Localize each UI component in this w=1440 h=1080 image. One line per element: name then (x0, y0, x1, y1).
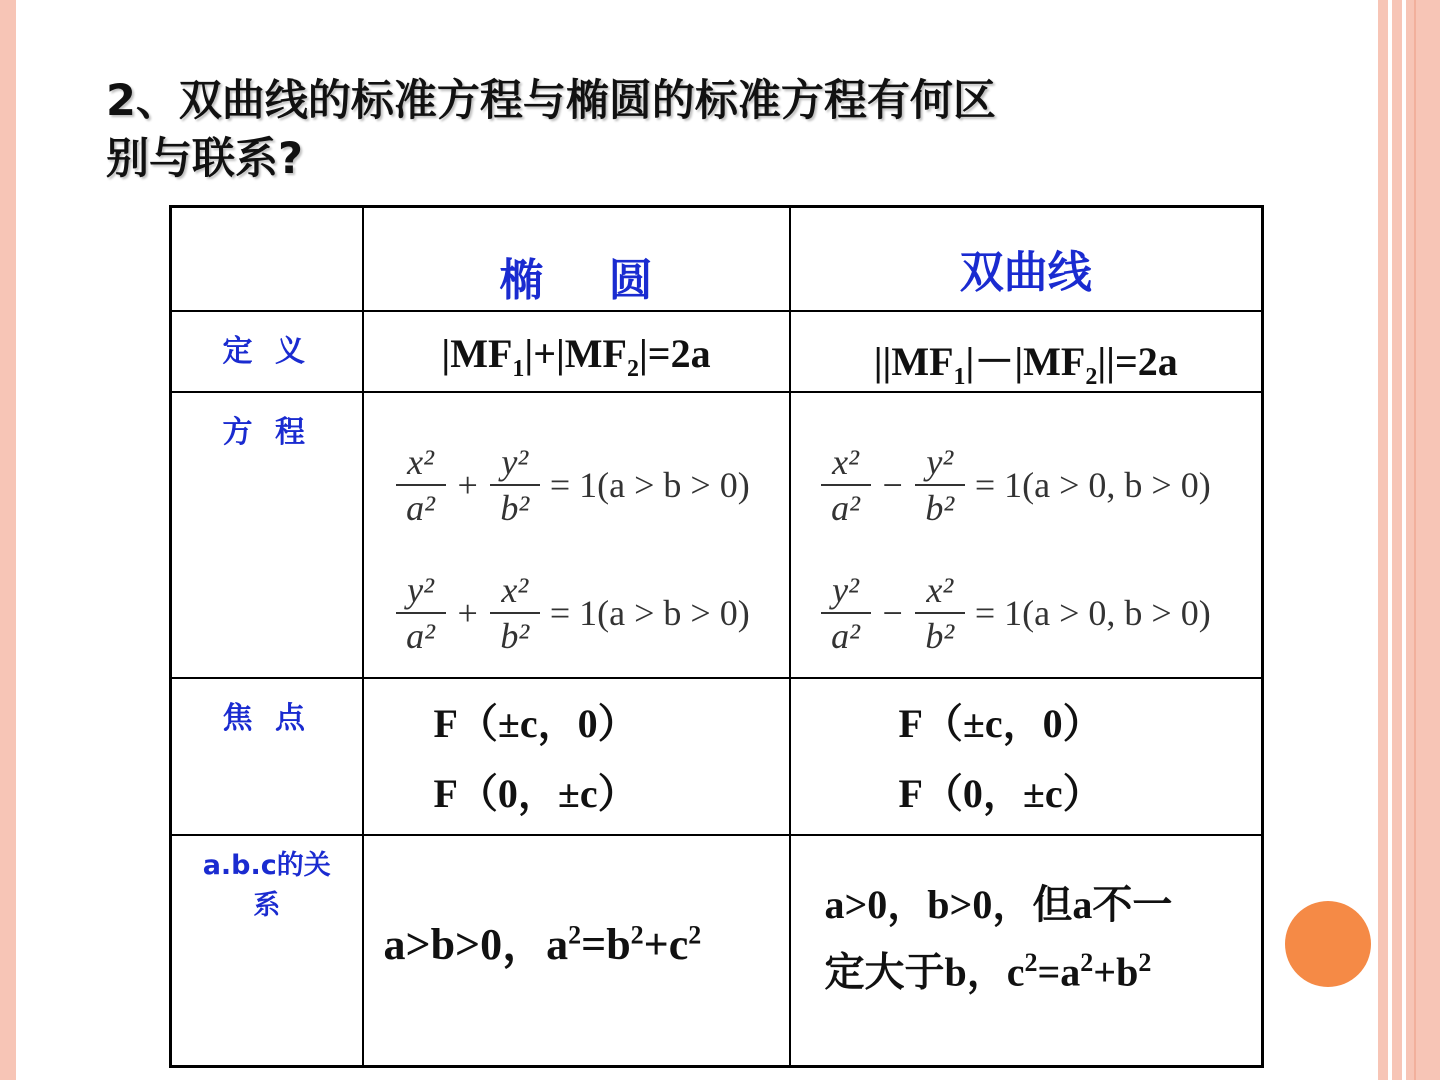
ellipse-definition: $|MF_1|+|MF_2|=2a$ (441, 330, 711, 382)
left-decor-bar (0, 0, 16, 1080)
definition-label-cell (171, 311, 363, 392)
focus-label: 焦 点 (222, 700, 311, 736)
corner-cell (171, 207, 363, 311)
slide-title (106, 72, 1266, 188)
ellipse-focus-cell (363, 678, 790, 835)
ellipse-focus-2: F（0，±c） (433, 770, 638, 816)
right-decor-bar-2 (1392, 0, 1402, 1080)
title-line-2: 别与联系? (106, 134, 303, 184)
decorative-orange-circle (1285, 901, 1371, 987)
hyperbola-relation: a>0，b>0，但a不一 定大于b，$c^2=a^2+b^2$ (824, 881, 1173, 994)
header-hyperbola: 双曲线 (959, 247, 1092, 298)
ellipse-equation-1: $\frac{\text{x²}}{\text{a²}}$ + $\frac{\text{y²}}{\text{b²}}$ = 1(a > b > 0) (390, 421, 789, 549)
right-decor-bar-1 (1378, 0, 1388, 1080)
hyperbola-focus-2: F（0，±c） (898, 770, 1103, 816)
header-ellipse: 椭 圆 (499, 255, 653, 306)
title-line-1: 2、双曲线的标准方程与椭圆的标准方程有何区 (106, 76, 996, 126)
ellipse-equation-2: $\frac{\text{y²}}{\text{a²}}$ + $\frac{\text{x²}}{\text{b²}}$ = 1(a > b > 0) (390, 549, 789, 677)
focus-row (171, 678, 1263, 835)
ellipse-equations-cell (363, 392, 790, 678)
hyperbola-definition: $||MF_1|-|MF_2||=2a$ (873, 338, 1178, 390)
header-ellipse-cell (363, 207, 790, 311)
hyperbola-relation-cell (790, 835, 1263, 1067)
ellipse-focus-1: F（±c，0） (433, 700, 638, 746)
ellipse-definition-cell (363, 311, 790, 392)
header-hyperbola-cell (790, 207, 1263, 311)
hyperbola-equation-2: $\frac{\text{y²}}{\text{a²}}$ − $\frac{\text{x²}}{\text{b²}}$ = 1(a > 0, b > 0) (815, 549, 1262, 677)
hyperbola-focus-1: F（±c，0） (898, 700, 1103, 746)
focus-label-cell (171, 678, 363, 835)
ellipse-relation-cell (363, 835, 790, 1067)
relation-row (171, 835, 1263, 1067)
comparison-table (169, 205, 1264, 1068)
relation-label: a.b.c的关 系 (202, 849, 331, 921)
header-row (171, 207, 1263, 311)
hyperbola-equation-1: $\frac{\text{x²}}{\text{a²}}$ − $\frac{\text{y²}}{\text{b²}}$ = 1(a > 0, b > 0) (815, 421, 1262, 549)
definition-row (171, 311, 1263, 392)
relation-label-cell (171, 835, 363, 1067)
hyperbola-focus-cell (790, 678, 1263, 835)
right-decor-bar-3 (1406, 0, 1440, 1080)
equation-label-cell (171, 392, 363, 678)
ellipse-relation: a>b>0，$a^2=b^2+c^2$ (383, 919, 702, 969)
equation-row (171, 392, 1263, 678)
hyperbola-definition-cell (790, 311, 1263, 392)
definition-label: 定 义 (222, 333, 311, 369)
equation-label: 方 程 (222, 414, 311, 450)
hyperbola-equations-cell (790, 392, 1263, 678)
